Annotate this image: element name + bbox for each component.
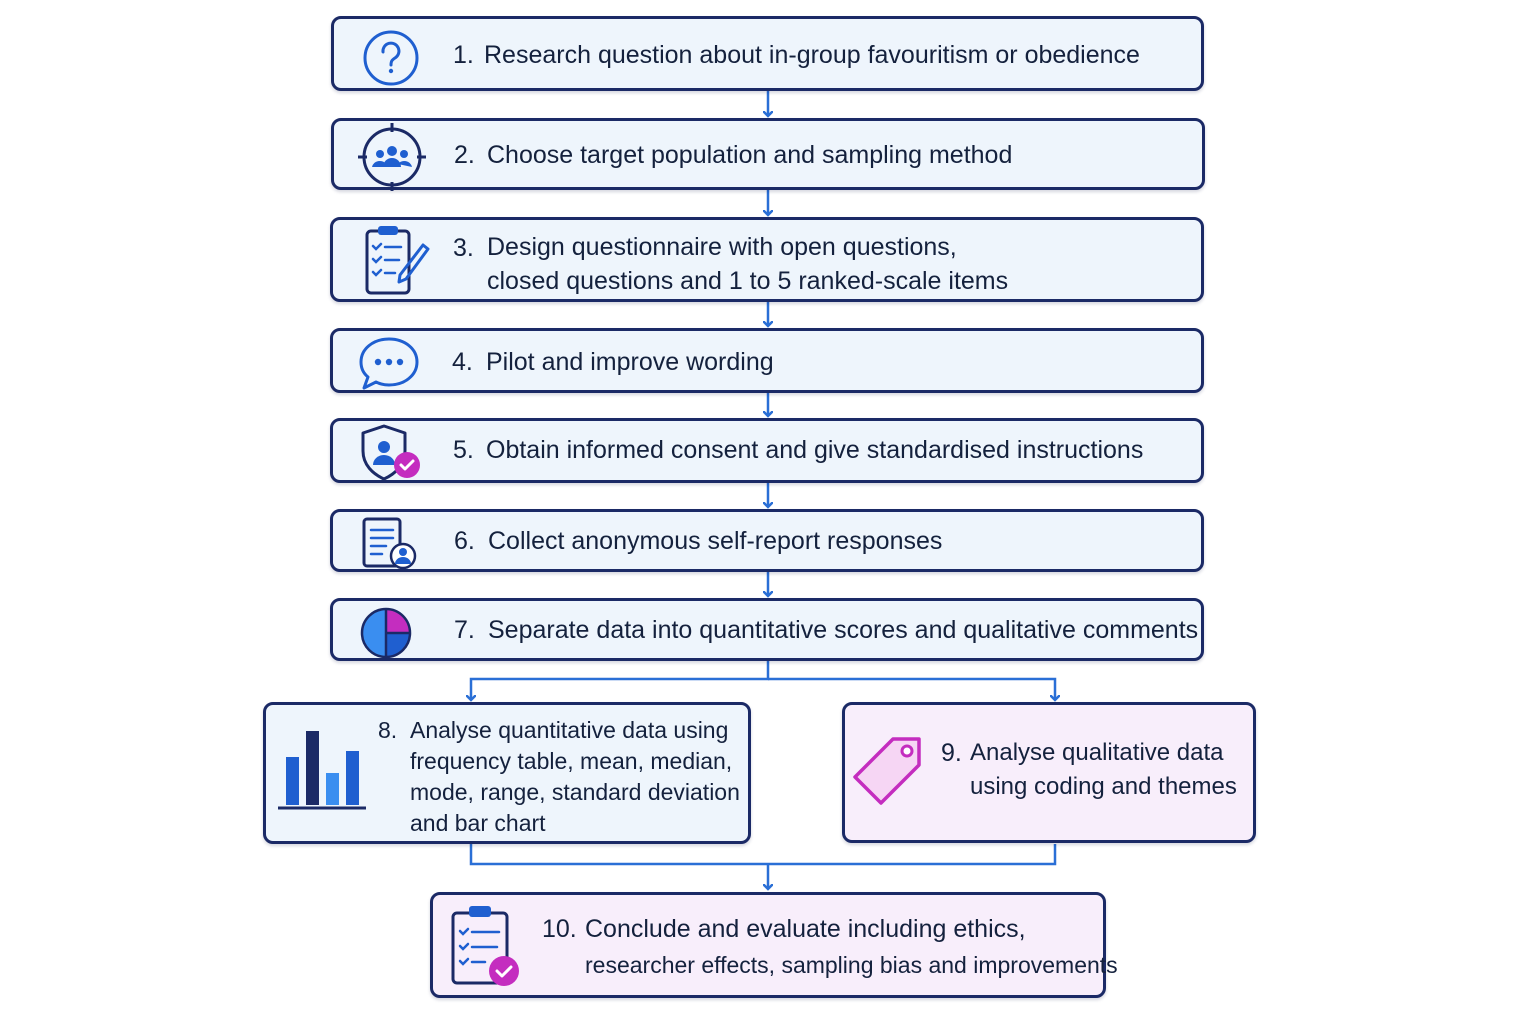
step-6-box bbox=[330, 509, 1204, 572]
step-9-text-line1: Analyse qualitative data bbox=[970, 739, 1224, 766]
step-7-number: 7. bbox=[454, 616, 475, 644]
step-9-box bbox=[842, 702, 1256, 843]
step-5-text: Obtain informed consent and give standardised instructions bbox=[486, 436, 1144, 464]
step-7-box bbox=[330, 598, 1204, 661]
step-3-box bbox=[330, 217, 1204, 302]
step-4-text: Pilot and improve wording bbox=[486, 348, 774, 376]
clipboard-check-icon bbox=[449, 901, 525, 991]
step-8-text-line1: Analyse quantitative data using bbox=[410, 717, 729, 743]
shield-user-check-icon bbox=[357, 423, 425, 483]
merge-8-9 bbox=[471, 844, 1055, 864]
pie-chart-icon bbox=[359, 606, 413, 660]
step-10-box bbox=[430, 892, 1118, 998]
step-9-number: 9. bbox=[941, 739, 962, 767]
clipboard-pencil-icon bbox=[363, 223, 431, 297]
step-10-text-line1: Conclude and evaluate including ethics, bbox=[585, 915, 1026, 943]
step-1-number: 1. bbox=[453, 41, 474, 69]
step-4-number: 4. bbox=[452, 348, 473, 376]
step-8-number: 8. bbox=[378, 717, 398, 743]
step-6-number: 6. bbox=[454, 527, 475, 555]
step-2-number: 2. bbox=[454, 141, 475, 169]
step-5-box bbox=[330, 418, 1204, 483]
step-5-number: 5. bbox=[453, 436, 474, 464]
step-2-text: Choose target population and sampling method bbox=[487, 141, 1013, 169]
step-8-box bbox=[263, 702, 751, 844]
step-2-box bbox=[331, 118, 1205, 190]
step-1-text: Research question about in-group favouritism or obedience bbox=[484, 41, 1140, 69]
step-3-number: 3. bbox=[453, 234, 474, 262]
step-1-box bbox=[331, 16, 1204, 91]
step-8-text-line2: frequency table, mean, median, bbox=[410, 748, 733, 774]
step-10-text-line2: researcher effects, sampling bias and improvements bbox=[585, 952, 1118, 978]
step-8-text-line3: mode, range, standard deviation bbox=[410, 779, 740, 805]
document-user-icon bbox=[360, 516, 420, 572]
question-icon bbox=[361, 28, 421, 88]
step-7-text: Separate data into quantitative scores and qualitative comments bbox=[488, 616, 1199, 644]
step-3-text-line1: Design questionnaire with open questions, bbox=[487, 233, 957, 261]
step-10-number: 10. bbox=[542, 915, 577, 943]
arrow-7-9 bbox=[768, 679, 1055, 700]
speech-bubble-icon bbox=[357, 335, 421, 393]
step-4-box bbox=[330, 328, 1204, 393]
step-8-text-line4: and bar chart bbox=[410, 810, 546, 836]
target-group-icon bbox=[356, 123, 428, 191]
step-9-text-line2: using coding and themes bbox=[970, 773, 1237, 800]
step-3-text-line2: closed questions and 1 to 5 ranked-scale items bbox=[487, 267, 1009, 295]
bar-chart-icon bbox=[274, 727, 368, 813]
arrow-7-8 bbox=[471, 661, 768, 700]
step-6-text: Collect anonymous self-report responses bbox=[488, 527, 943, 555]
tag-icon bbox=[851, 733, 927, 809]
